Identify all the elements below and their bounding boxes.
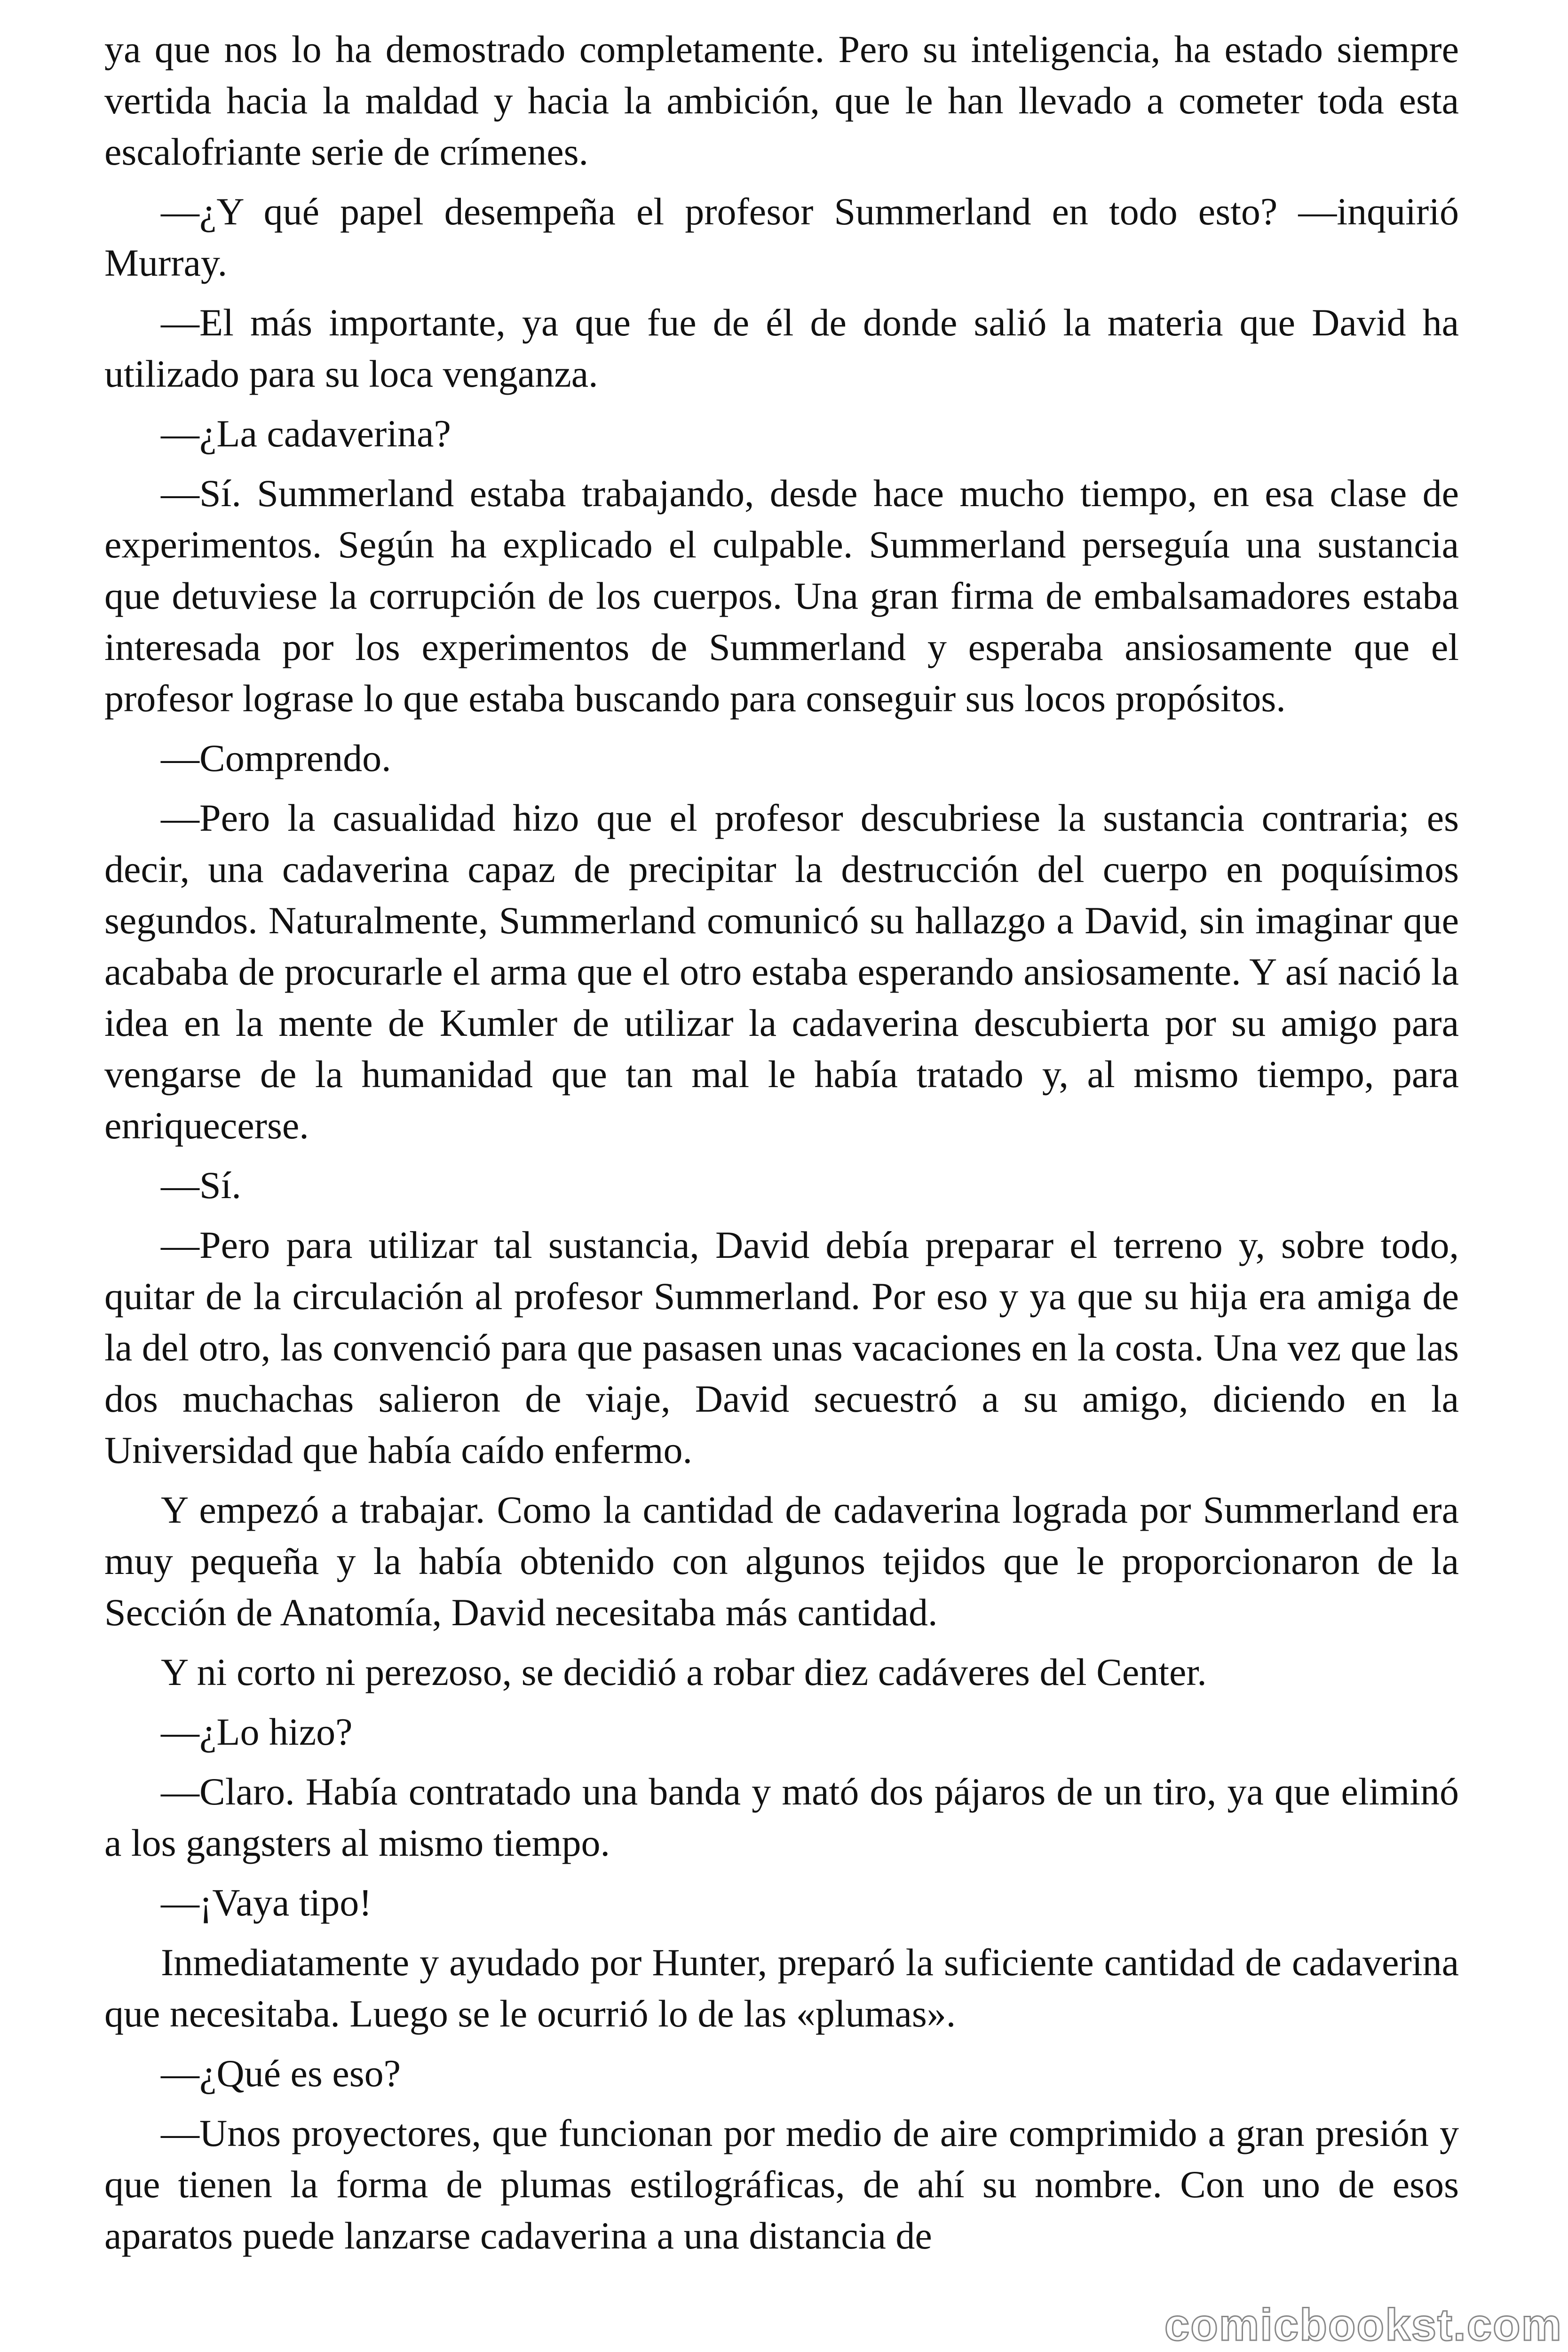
paragraph: ya que nos lo ha demostrado completamente. Pero su inteligencia, ha estado siempre vertida hacia la maldad y hacia la ambición, que le han llevado a cometer toda esta escalofriante serie de crímenes. xyxy=(104,28,1459,173)
paragraph: —Sí. Summerland estaba trabajando, desde hace mucho tiempo, en esa clase de experimentos. Según ha explicado el culpable. Summerland perseguía una sustancia que detuviese la corrupción de los cuerpos. Una gran firma de embalsamadores estaba interesada por los experimentos de Summerland y esperaba ansiosamente que el profesor lograse lo que estaba buscando para conseguir sus locos propósitos. xyxy=(104,472,1459,720)
paragraph: —Pero la casualidad hizo que el profesor descubriese la sustancia contraria; es decir, una cadaverina capaz de precipitar la destrucción del cuerpo en poquísimos segundos. Naturalmente, Summerland comunicó su hallazgo a David, sin imaginar que acababa de procurarle el arma que el otro estaba esperando ansiosamente. Y así nació la idea en la mente de Kumler de utilizar la cadaverina descubierta por su amigo para vengarse de la humanidad que tan mal le había tratado y, al mismo tiempo, para enriquecerse. xyxy=(104,796,1459,1147)
paragraph: —Unos proyectores, que funcionan por medio de aire comprimido a gran presión y que tienen la forma de plumas estilográficas, de ahí su nombre. Con uno de esos aparatos puede lanzarse cadaverina a una distancia de xyxy=(104,2112,1459,2257)
paragraph: —Pero para utilizar tal sustancia, David debía preparar el terreno y, sobre todo, quitar de la circulación al profesor Summerland. Por eso y ya que su hija era amiga de la del otro, las convenció para que pasasen unas vacaciones en la costa. Una vez que las dos muchachas salieron de viaje, David secuestró a su amigo, diciendo en la Universidad que había caído enfermo. xyxy=(104,1224,1459,1471)
document-page xyxy=(104,24,1459,2270)
paragraph: —Claro. Había contratado una banda y mató dos pájaros de un tiro, ya que eliminó a los gangsters al mismo tiempo. xyxy=(104,1770,1459,1864)
paragraph: Y empezó a trabajar. Como la cantidad de cadaverina lograda por Summerland era muy pequeña y la había obtenido con algunos tejidos que le proporcionaron de la Sección de Anatomía, David necesitaba más cantidad. xyxy=(104,1488,1459,1634)
paragraph: —¿La cadaverina? xyxy=(161,412,451,455)
paragraph: —¡Vaya tipo! xyxy=(161,1881,372,1924)
paragraph: —El más importante, ya que fue de él de donde salió la materia que David ha utilizado para su loca venganza. xyxy=(104,301,1459,395)
paragraph: Y ni corto ni perezoso, se decidió a robar diez cadáveres del Center. xyxy=(161,1651,1207,1693)
paragraph: —¿Y qué papel desempeña el profesor Summerland en todo esto? —inquirió Murray. xyxy=(104,190,1459,284)
paragraph: —Sí. xyxy=(161,1164,241,1207)
paragraph: —Comprendo. xyxy=(161,737,391,779)
paragraph: Inmediatamente y ayudado por Hunter, preparó la suficiente cantidad de cadaverina que necesitaba. Luego se le ocurrió lo de las «plumas». xyxy=(104,1941,1459,2035)
paragraph: —¿Lo hizo? xyxy=(161,1710,353,1753)
paragraph: —¿Qué es eso? xyxy=(161,2052,401,2095)
watermark: comicbookst.com xyxy=(1164,2300,1562,2350)
